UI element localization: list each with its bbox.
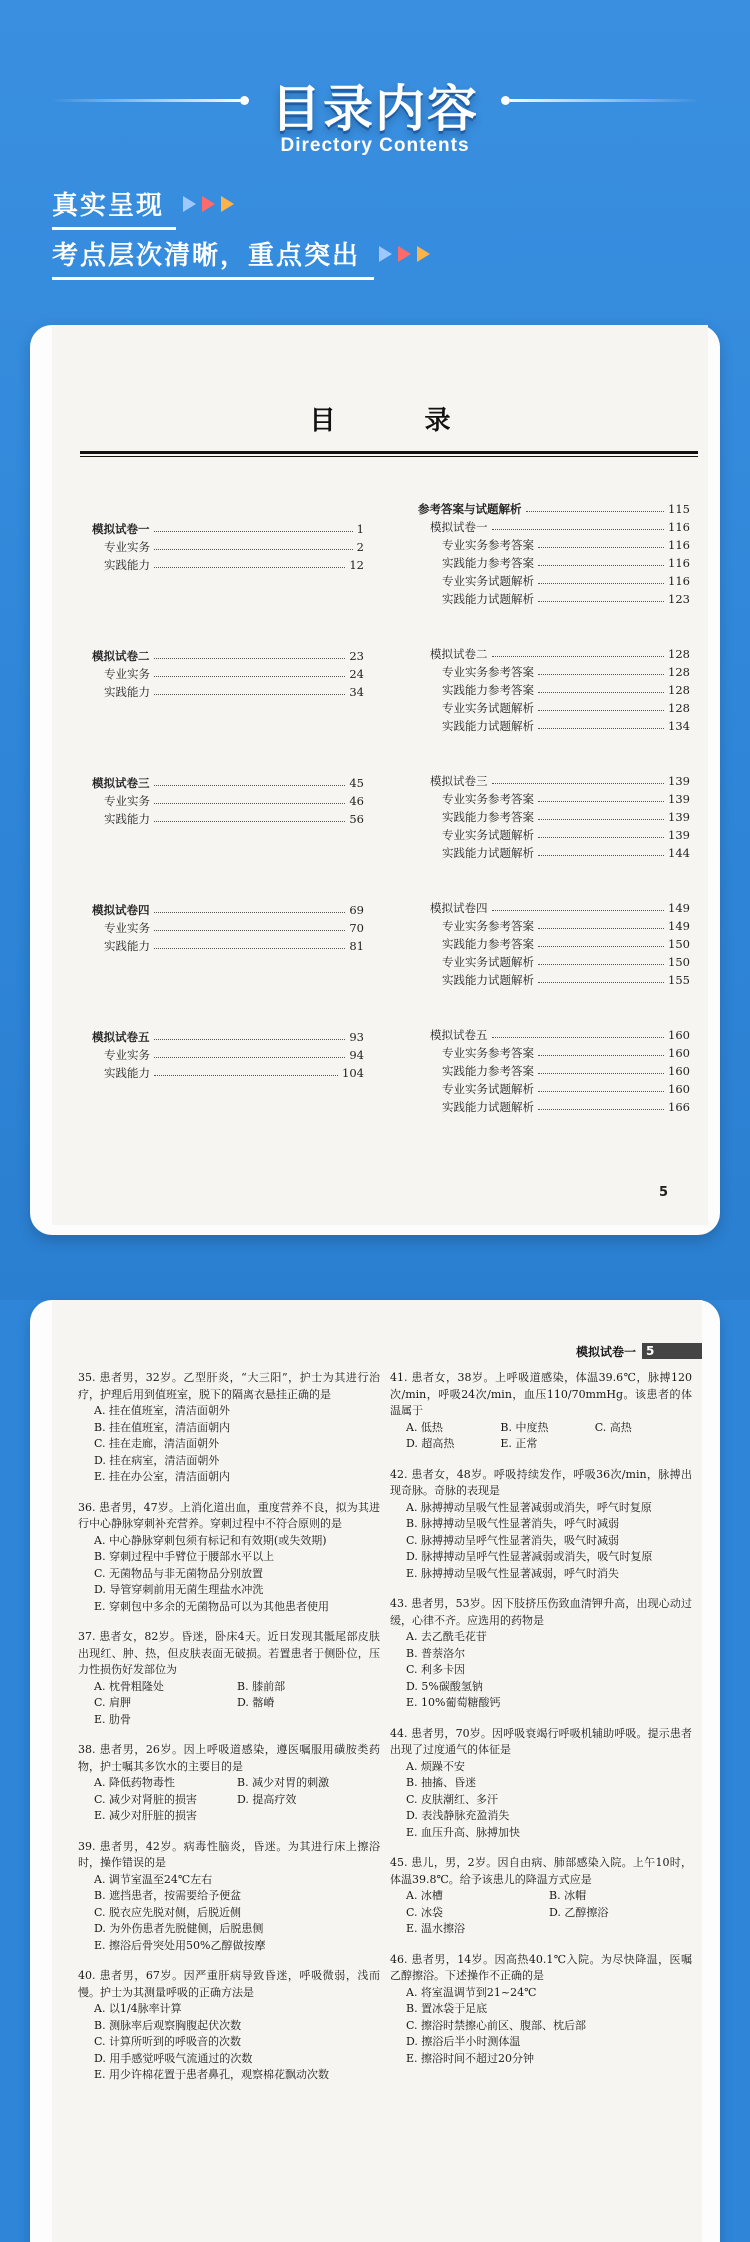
running-head bbox=[576, 1342, 702, 1360]
question-option: E. 擦浴时间不超过20分钟 bbox=[406, 2051, 535, 2065]
toc-entry-label: 专业实务试题解析 bbox=[442, 828, 534, 842]
toc-entry-label: 专业实务参考答案 bbox=[442, 919, 534, 933]
question-options bbox=[390, 1888, 692, 1938]
question-option: B. 脉搏搏动呈吸气性显著消失，呼气时减弱 bbox=[406, 1517, 620, 1530]
toc-leader-dots bbox=[538, 591, 664, 602]
toc-right-column bbox=[418, 325, 690, 1225]
toc-leader-dots bbox=[538, 1081, 664, 1092]
question-options bbox=[78, 1679, 380, 1729]
tagline-1 bbox=[52, 186, 240, 230]
question-option: B. 减少对胃的刺激 bbox=[237, 1776, 330, 1789]
toc-leader-dots bbox=[492, 1027, 665, 1038]
question-option: E. 用少许棉花置于患者鼻孔，观察棉花飘动次数 bbox=[94, 2068, 330, 2081]
toc-entry-label: 模拟试卷三 bbox=[92, 776, 150, 790]
toc-entry bbox=[442, 682, 690, 698]
toc-entry-page: 24 bbox=[349, 667, 364, 681]
toc-leader-dots bbox=[538, 700, 664, 711]
toc-entry-page: 23 bbox=[349, 649, 364, 663]
toc-entry-page: 56 bbox=[349, 812, 364, 826]
question bbox=[390, 1855, 692, 1938]
toc-entry bbox=[104, 557, 364, 573]
toc-entry-label: 实践能力参考答案 bbox=[442, 937, 534, 951]
toc-entry-label: 专业实务 bbox=[104, 921, 150, 935]
toc-entry bbox=[104, 539, 364, 555]
toc-entry-label: 实践能力参考答案 bbox=[442, 556, 534, 570]
question-option: B. 置冰袋于足底 bbox=[406, 2002, 488, 2015]
toc-entry bbox=[442, 1081, 690, 1097]
toc-entry bbox=[442, 664, 690, 680]
toc-entry-label: 专业实务参考答案 bbox=[442, 1046, 534, 1060]
toc-entry-label: 实践能力试题解析 bbox=[442, 846, 534, 860]
exam-page bbox=[52, 1300, 702, 2242]
toc-entry bbox=[104, 938, 364, 954]
question-option: A. 以1/4脉率计算 bbox=[94, 2002, 182, 2015]
question-option: C. 减少对肾脏的损害 bbox=[94, 1792, 198, 1806]
question-stem: 38. 患者男，26岁。因上呼吸道感染，遵医嘱服用磺胺类药物，护士嘱其多饮水的主要目的是 bbox=[78, 1743, 380, 1773]
question-stem: 44. 患者男，70岁。因呼吸衰竭行呼吸机辅助呼吸。提示患者出现了过度通气的体征是 bbox=[390, 1726, 692, 1756]
question-option: E. 肋骨 bbox=[94, 1712, 132, 1726]
question-option: E. 穿刺包中多余的无菌物品可以为其他患者使用 bbox=[94, 1599, 330, 1613]
toc-entry bbox=[430, 773, 690, 789]
question-option: A. 挂在值班室，清洁面朝外 bbox=[94, 1404, 230, 1417]
question bbox=[78, 1968, 380, 2084]
toc-leader-dots bbox=[538, 1045, 664, 1056]
question-stem: 41. 患者女，38岁。上呼吸道感染，体温39.6℃，脉搏120次/min，呼吸24次/min，血压110/70mmHg。该患者的体温属于 bbox=[390, 1371, 692, 1417]
question-option: C. 无菌物品与非无菌物品分别放置 bbox=[94, 1566, 264, 1580]
question-option: D. 为外伤患者先脱健侧，后脱患侧 bbox=[94, 1922, 264, 1935]
question-option: C. 计算所听到的呼吸音的次数 bbox=[94, 2035, 242, 2048]
questions-right-column bbox=[390, 1370, 692, 2081]
toc-entry bbox=[104, 1065, 364, 1081]
toc-left-column bbox=[92, 325, 364, 1225]
question-option: A. 降低药物毒性 bbox=[94, 1776, 175, 1789]
question-option: C. 脱衣应先脱对侧，后脱近侧 bbox=[94, 1905, 242, 1919]
toc-leader-dots bbox=[538, 936, 664, 947]
toc-entry bbox=[418, 501, 690, 517]
toc-entry bbox=[442, 718, 690, 734]
toc-entry bbox=[92, 1029, 364, 1045]
toc-entry-label: 专业实务参考答案 bbox=[442, 792, 534, 806]
toc-entry-page: 116 bbox=[668, 556, 690, 570]
toc-entry bbox=[104, 920, 364, 936]
question bbox=[78, 1370, 380, 1486]
toc-entry bbox=[442, 954, 690, 970]
header-subtitle: Directory Contents bbox=[280, 135, 470, 156]
toc-entry-label: 专业实务 bbox=[104, 540, 150, 554]
question-option: A. 将室温调节到21~24℃ bbox=[406, 1985, 537, 1999]
question-option: D. 挂在病室，清洁面朝外 bbox=[94, 1453, 220, 1467]
toc-entry bbox=[442, 537, 690, 553]
toc-entry-page: 144 bbox=[668, 846, 690, 860]
toc-entry-page: 166 bbox=[668, 1100, 690, 1114]
toc-entry-page: 116 bbox=[668, 520, 690, 534]
toc-entry bbox=[442, 936, 690, 952]
toc-entry-label: 实践能力参考答案 bbox=[442, 1064, 534, 1078]
toc-leader-dots bbox=[492, 646, 665, 657]
toc-leader-dots bbox=[538, 664, 664, 675]
toc-entry-page: 93 bbox=[349, 1030, 364, 1044]
toc-entry-label: 实践能力试题解析 bbox=[442, 1100, 534, 1114]
question-stem: 43. 患者男，53岁。因下肢挤压伤致血清钾升高，出现心动过缓，心律不齐。应选用的药物是 bbox=[390, 1597, 692, 1627]
toc-leader-dots bbox=[154, 539, 353, 550]
toc-entry-label: 实践能力 bbox=[104, 558, 150, 572]
toc-entry bbox=[104, 793, 364, 809]
toc-leader-dots bbox=[538, 827, 664, 838]
question-stem: 42. 患者女，48岁。呼吸持续发作，呼吸36次/min，脉搏出现奇脉。奇脉的表现是 bbox=[390, 1467, 692, 1497]
question-option: D. 导管穿刺前用无菌生理盐水冲洗 bbox=[94, 1583, 264, 1596]
question-option: B. 膝前部 bbox=[237, 1679, 286, 1693]
toc-leader-dots bbox=[492, 519, 665, 530]
toc-leader-dots bbox=[538, 1063, 664, 1074]
question-option: E. 脉搏搏动呈吸气性显著减弱，呼气时消失 bbox=[406, 1566, 620, 1580]
toc-entry-page: 45 bbox=[349, 776, 364, 790]
question-option: B. 穿刺过程中手臂位于腰部水平以上 bbox=[94, 1550, 275, 1563]
running-head-title: 模拟试卷一 bbox=[575, 1344, 636, 1359]
toc-leader-dots bbox=[154, 920, 345, 931]
toc-leader-dots bbox=[154, 557, 345, 568]
question-option: A. 中心静脉穿刺包须有标记和有效期(或失效期) bbox=[94, 1533, 327, 1547]
toc-entry bbox=[442, 700, 690, 716]
toc-leader-dots bbox=[538, 573, 664, 584]
toc-page bbox=[52, 325, 708, 1225]
question-option: D. 提高疗效 bbox=[237, 1792, 297, 1806]
toc-entry-page: 94 bbox=[349, 1048, 364, 1062]
toc-entry bbox=[92, 775, 364, 791]
question-option: C. 脉搏搏动呈呼气性显著消失，吸气时减弱 bbox=[406, 1533, 620, 1547]
toc-entry bbox=[92, 648, 364, 664]
question-option: C. 皮肤潮红、多汗 bbox=[406, 1792, 499, 1806]
toc-entry-label: 模拟试卷二 bbox=[92, 649, 150, 663]
toc-entry-label: 实践能力 bbox=[104, 685, 150, 699]
toc-entry bbox=[430, 1027, 690, 1043]
toc-entry-label: 实践能力参考答案 bbox=[442, 810, 534, 824]
toc-entry-page: 46 bbox=[349, 794, 364, 808]
toc-entry bbox=[104, 1047, 364, 1063]
toc-entry-page: 128 bbox=[668, 701, 690, 715]
toc-leader-dots bbox=[154, 666, 345, 677]
toc-leader-dots bbox=[154, 811, 345, 822]
toc-leader-dots bbox=[154, 684, 345, 695]
tagline-2-underline bbox=[52, 277, 374, 280]
toc-entry-page: 115 bbox=[668, 502, 690, 516]
toc-title: 目 录 bbox=[309, 406, 491, 436]
toc-panel bbox=[30, 325, 720, 1235]
exam-panel bbox=[30, 1300, 720, 2242]
toc-entry-page: 160 bbox=[668, 1064, 690, 1078]
toc-entry-page: 116 bbox=[668, 574, 690, 588]
toc-entry-label: 实践能力试题解析 bbox=[442, 719, 534, 733]
toc-leader-dots bbox=[492, 773, 665, 784]
toc-entry-page: 150 bbox=[668, 955, 690, 969]
toc-entry bbox=[104, 811, 364, 827]
toc-entry bbox=[92, 902, 364, 918]
toc-leader-dots bbox=[538, 972, 664, 983]
question-option: B. 普萘洛尔 bbox=[406, 1646, 466, 1660]
toc-entry-page: 155 bbox=[668, 973, 690, 987]
toc-leader-dots bbox=[492, 900, 665, 911]
toc-entry bbox=[442, 1045, 690, 1061]
toc-entry-label: 实践能力 bbox=[104, 812, 150, 826]
toc-entry bbox=[430, 646, 690, 662]
question-stem: 39. 患者男，42岁。病毒性脑炎，昏迷。为其进行床上擦浴时，操作错误的是 bbox=[78, 1839, 380, 1869]
toc-entry-label: 模拟试卷一 bbox=[92, 522, 150, 536]
question bbox=[390, 1952, 692, 2068]
toc-entry bbox=[442, 555, 690, 571]
toc-entry-page: 123 bbox=[668, 592, 690, 606]
question-stem: 35. 患者男，32岁。乙型肝炎，“大三阳”，护士为其进行治疗，护理后用到值班室，脱下的隔离衣悬挂正确的是 bbox=[78, 1371, 380, 1401]
toc-entry-label: 模拟试卷一 bbox=[430, 520, 488, 534]
toc-entry-page: 2 bbox=[356, 540, 364, 554]
toc-entry bbox=[442, 1099, 690, 1115]
question-options bbox=[78, 1775, 380, 1825]
question-option: D. 脉搏搏动呈呼气性显著减弱或消失，吸气时复原 bbox=[406, 1550, 653, 1563]
question-option: A. 冰槽 bbox=[406, 1889, 443, 1902]
question bbox=[78, 1629, 380, 1728]
toc-entry bbox=[430, 900, 690, 916]
toc-entry-label: 模拟试卷四 bbox=[430, 901, 488, 915]
toc-entry-page: 139 bbox=[668, 828, 690, 842]
toc-leader-dots bbox=[538, 1099, 664, 1110]
tagline-1-text: 真实呈现 bbox=[52, 191, 165, 221]
question bbox=[390, 1467, 692, 1583]
toc-leader-dots bbox=[538, 537, 664, 548]
toc-entry-page: 160 bbox=[668, 1046, 690, 1060]
toc-entry-page: 139 bbox=[668, 774, 690, 788]
toc-page-number: 5 bbox=[658, 1185, 668, 1200]
question-option: A. 枕骨粗隆处 bbox=[94, 1679, 164, 1693]
toc-entry bbox=[430, 519, 690, 535]
toc-entry bbox=[442, 972, 690, 988]
toc-entry-page: 149 bbox=[668, 919, 690, 933]
toc-entry-label: 专业实务参考答案 bbox=[442, 538, 534, 552]
question-option: C. 擦浴时禁擦心前区、腹部、枕后部 bbox=[406, 2018, 587, 2032]
toc-entry-label: 专业实务参考答案 bbox=[442, 665, 534, 679]
toc-entry-page: 128 bbox=[668, 665, 690, 679]
tagline-2-text: 考点层次清晰，重点突出 bbox=[52, 241, 361, 271]
question-option: A. 低热 bbox=[406, 1420, 443, 1434]
question-options bbox=[390, 1420, 692, 1453]
toc-entry-page: 104 bbox=[342, 1066, 364, 1080]
question-option: C. 肩胛 bbox=[94, 1696, 132, 1709]
question-option: D. 用手感觉呼吸气流通过的次数 bbox=[94, 2051, 253, 2065]
toc-entry-label: 实践能力试题解析 bbox=[442, 973, 534, 987]
toc-entry-label: 实践能力参考答案 bbox=[442, 683, 534, 697]
question-stem: 45. 患儿，男，2岁。因自由病、肺部感染入院。上午10时，体温39.8℃。给予该患儿的降温方式应是 bbox=[390, 1856, 692, 1886]
question-option: B. 抽搐、昏迷 bbox=[406, 1776, 477, 1789]
running-head-page-number: 5 bbox=[642, 1343, 702, 1359]
toc-entry-page: 149 bbox=[668, 901, 690, 915]
toc-entry bbox=[442, 827, 690, 843]
question-option: B. 测脉率后观察胸腹起伏次数 bbox=[94, 2018, 242, 2032]
question-option: E. 正常 bbox=[500, 1437, 538, 1450]
question-stem: 36. 患者男，47岁。上消化道出血，重度营养不良，拟为其进行中心静脉穿刺补充营养。穿刺过程中不符合原则的是 bbox=[78, 1500, 380, 1530]
question-stem: 46. 患者男，14岁。因高热40.1℃入院。为尽快降温，医嘱乙醇擦浴。下述操作不正确的是 bbox=[390, 1952, 692, 1982]
toc-entry bbox=[442, 809, 690, 825]
arrow-icons bbox=[183, 196, 240, 216]
toc-entry-page: 160 bbox=[668, 1028, 690, 1042]
question bbox=[390, 1726, 692, 1842]
question-option: D. 超高热 bbox=[406, 1437, 455, 1450]
question-option: D. 乙醇擦浴 bbox=[549, 1905, 609, 1919]
toc-entry bbox=[104, 684, 364, 700]
toc-leader-dots bbox=[154, 521, 353, 532]
question-option: D. 擦浴后半小时测体温 bbox=[406, 2035, 521, 2048]
toc-entry-page: 139 bbox=[668, 810, 690, 824]
toc-leader-dots bbox=[154, 775, 346, 786]
toc-entry bbox=[104, 666, 364, 682]
toc-entry-label: 专业实务试题解析 bbox=[442, 574, 534, 588]
question-option: E. 温水擦浴 bbox=[406, 1922, 466, 1935]
toc-entry bbox=[442, 573, 690, 589]
question-option: D. 髂嵴 bbox=[237, 1696, 275, 1709]
question-option: E. 血压升高、脉搏加快 bbox=[406, 1825, 521, 1839]
question bbox=[78, 1839, 380, 1955]
toc-entry-label: 专业实务 bbox=[104, 1048, 150, 1062]
toc-entry-label: 模拟试卷五 bbox=[430, 1028, 488, 1042]
question-option: C. 利多卡因 bbox=[406, 1663, 466, 1676]
question-option: E. 10%葡萄糖酸钙 bbox=[406, 1696, 501, 1709]
tagline-2 bbox=[52, 236, 436, 280]
toc-entry-label: 参考答案与试题解析 bbox=[418, 502, 522, 516]
toc-entry-label: 实践能力 bbox=[104, 1066, 150, 1080]
arrow-icons bbox=[379, 246, 436, 266]
question-option: E. 擦浴后骨突处用50%乙醇做按摩 bbox=[94, 1938, 266, 1952]
toc-entry-label: 专业实务 bbox=[104, 794, 150, 808]
question-option: A. 调节室温至24℃左右 bbox=[94, 1872, 213, 1886]
toc-entry-page: 128 bbox=[668, 683, 690, 697]
toc-entry-page: 128 bbox=[668, 647, 690, 661]
question-option: D. 表浅静脉充盈消失 bbox=[406, 1809, 510, 1822]
toc-leader-dots bbox=[538, 718, 664, 729]
toc-leader-dots bbox=[538, 809, 664, 820]
toc-entry-page: 81 bbox=[349, 939, 364, 953]
question-option: B. 挂在值班室，清洁面朝内 bbox=[94, 1420, 231, 1434]
question-option: E. 挂在办公室，清洁面朝内 bbox=[94, 1470, 231, 1483]
toc-entry-label: 模拟试卷四 bbox=[92, 903, 150, 917]
toc-entry-page: 69 bbox=[349, 903, 364, 917]
question-option: B. 中度热 bbox=[500, 1420, 549, 1434]
toc-entry-label: 专业实务 bbox=[104, 667, 150, 681]
toc-entry bbox=[442, 845, 690, 861]
question bbox=[390, 1596, 692, 1712]
question-option: C. 挂在走廊，清洁面朝外 bbox=[94, 1437, 220, 1450]
toc-leader-dots bbox=[154, 1047, 345, 1058]
question-option: D. 5%碳酸氢钠 bbox=[406, 1679, 483, 1693]
toc-entry-label: 模拟试卷二 bbox=[430, 647, 488, 661]
toc-entry-page: 116 bbox=[668, 538, 690, 552]
question bbox=[390, 1370, 692, 1453]
toc-entry bbox=[442, 1063, 690, 1079]
header bbox=[0, 55, 750, 175]
toc-entry bbox=[442, 791, 690, 807]
toc-entry-label: 模拟试卷三 bbox=[430, 774, 488, 788]
toc-leader-dots bbox=[538, 791, 664, 802]
question-option: C. 高热 bbox=[594, 1420, 632, 1434]
toc-leader-dots bbox=[154, 793, 345, 804]
toc-leader-dots bbox=[154, 938, 345, 949]
toc-entry-label: 专业实务试题解析 bbox=[442, 955, 534, 969]
toc-entry bbox=[442, 591, 690, 607]
toc-leader-dots bbox=[526, 501, 665, 512]
question-option: B. 冰帽 bbox=[549, 1889, 587, 1902]
question-option: A. 去乙酰毛花苷 bbox=[406, 1630, 487, 1643]
toc-entry-label: 专业实务试题解析 bbox=[442, 1082, 534, 1096]
toc-leader-dots bbox=[538, 918, 664, 929]
tagline-1-underline bbox=[52, 227, 176, 230]
toc-entry bbox=[442, 918, 690, 934]
toc-leader-dots bbox=[154, 902, 346, 913]
toc-entry-page: 70 bbox=[349, 921, 364, 935]
question-stem: 40. 患者男，67岁。因严重肝病导致昏迷，呼吸微弱，浅而慢。护士为其测量呼吸的正确方法是 bbox=[78, 1969, 380, 1999]
questions-left-column bbox=[78, 1370, 380, 2098]
toc-entry-page: 160 bbox=[668, 1082, 690, 1096]
toc-leader-dots bbox=[538, 845, 664, 856]
header-title: 目录内容 bbox=[271, 80, 479, 138]
toc-entry-page: 1 bbox=[356, 522, 364, 536]
toc-entry-label: 专业实务试题解析 bbox=[442, 701, 534, 715]
question-option: C. 冰袋 bbox=[406, 1905, 444, 1919]
question bbox=[78, 1742, 380, 1825]
toc-leader-dots bbox=[538, 954, 664, 965]
toc-entry-page: 134 bbox=[668, 719, 690, 733]
question-option: A. 烦躁不安 bbox=[406, 1759, 465, 1773]
toc-entry-page: 150 bbox=[668, 937, 690, 951]
question-option: A. 脉搏搏动呈吸气性显著减弱或消失，呼气时复原 bbox=[406, 1500, 652, 1514]
toc-leader-dots bbox=[538, 555, 664, 566]
question-option: E. 减少对肝脏的损害 bbox=[94, 1809, 198, 1822]
toc-entry-label: 实践能力试题解析 bbox=[442, 592, 534, 606]
question bbox=[78, 1500, 380, 1616]
question-option: B. 遮挡患者，按需要给予便盆 bbox=[94, 1889, 242, 1902]
toc-entry-page: 34 bbox=[349, 685, 364, 699]
question-stem: 37. 患者女，82岁。昏迷，卧床4天。近日发现其骶尾部皮肤出现红、肿、热，但皮肤表面无破损。若置患者于侧卧位，压力性损伤好发部位为 bbox=[78, 1630, 380, 1676]
toc-entry-label: 实践能力 bbox=[104, 939, 150, 953]
toc-leader-dots bbox=[154, 1065, 338, 1076]
toc-entry bbox=[92, 521, 364, 537]
toc-leader-dots bbox=[538, 682, 664, 693]
toc-entry-label: 模拟试卷五 bbox=[92, 1030, 150, 1044]
toc-leader-dots bbox=[154, 648, 346, 659]
toc-leader-dots bbox=[154, 1029, 346, 1040]
toc-entry-page: 12 bbox=[349, 558, 364, 572]
toc-entry-page: 139 bbox=[668, 792, 690, 806]
